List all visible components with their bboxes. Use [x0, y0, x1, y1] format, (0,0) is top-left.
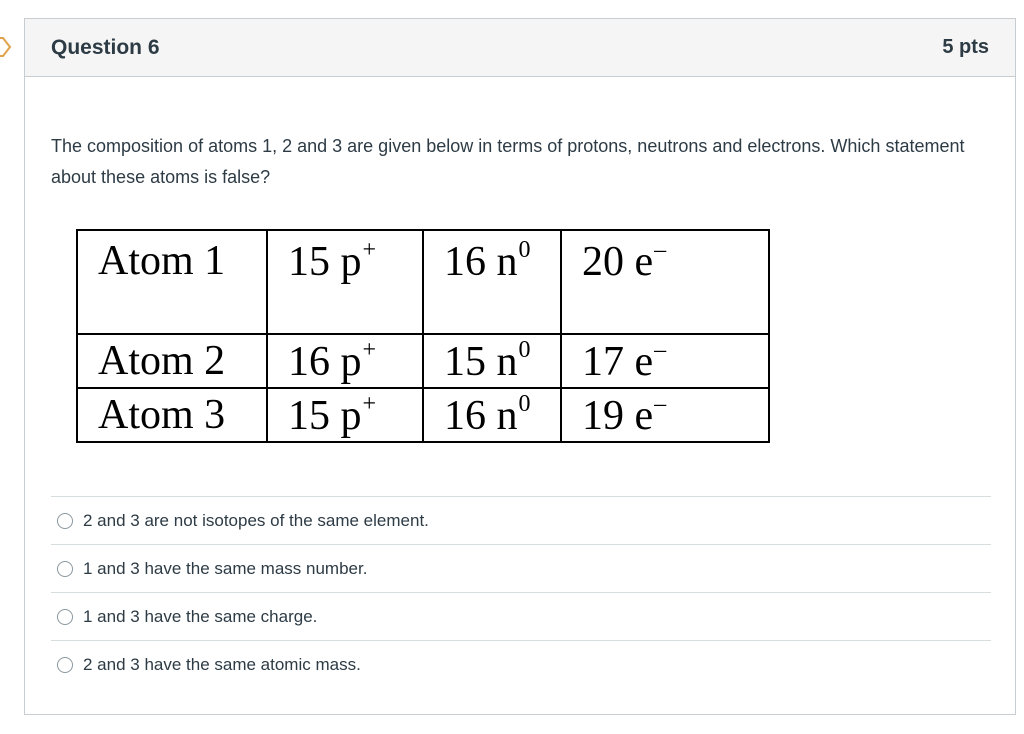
electrons-cell [561, 230, 769, 334]
neutron-charge: 0 [518, 391, 531, 417]
electron-charge: – [654, 237, 667, 263]
radio-button[interactable] [57, 513, 73, 529]
electrons-value: 20 e [582, 239, 654, 285]
proton-charge: + [362, 237, 377, 263]
protons-value: 16 p [288, 339, 362, 385]
protons-value: 15 p [288, 393, 362, 439]
answer-label: 1 and 3 have the same mass number. [83, 558, 368, 578]
neutron-charge: 0 [518, 237, 531, 263]
neutrons-cell [423, 388, 561, 442]
radio-button[interactable] [57, 561, 73, 577]
answer-option[interactable] [51, 496, 991, 544]
table-row [77, 230, 769, 334]
electrons-cell [561, 334, 769, 388]
protons-cell [267, 230, 423, 334]
electron-charge: – [654, 337, 667, 363]
atom-name-cell: Atom 3 [77, 388, 267, 442]
radio-button[interactable] [57, 609, 73, 625]
protons-cell [267, 388, 423, 442]
electrons-cell [561, 388, 769, 442]
question-title: Question 6 [51, 35, 160, 59]
neutrons-value: 16 n [444, 393, 518, 439]
answer-option[interactable] [51, 592, 991, 640]
protons-cell [267, 334, 423, 388]
table-row [77, 388, 769, 442]
answer-label: 2 and 3 are not isotopes of the same element. [83, 510, 429, 530]
answer-option[interactable] [51, 544, 991, 592]
atom-composition-table [76, 229, 770, 443]
proton-charge: + [362, 337, 377, 363]
electrons-value: 19 e [582, 393, 654, 439]
electron-charge: – [654, 391, 667, 417]
neutron-charge: 0 [518, 337, 531, 363]
atom-name-cell: Atom 1 [77, 230, 267, 334]
question-flag-icon[interactable] [0, 36, 12, 58]
proton-charge: + [362, 391, 377, 417]
neutrons-value: 15 n [444, 339, 518, 385]
table-row [77, 334, 769, 388]
question-text: The composition of atoms 1, 2 and 3 are given below in terms of protons, neutrons and electrons. Which statement about these atoms is false? [51, 136, 965, 187]
neutrons-value: 16 n [444, 239, 518, 285]
answer-list [51, 496, 991, 688]
atom-name-cell: Atom 2 [77, 334, 267, 388]
neutrons-cell [423, 334, 561, 388]
protons-value: 15 p [288, 239, 362, 285]
neutrons-cell [423, 230, 561, 334]
question-header [25, 19, 1015, 77]
answer-option[interactable] [51, 640, 991, 688]
answer-label: 2 and 3 have the same atomic mass. [83, 654, 361, 674]
question-body [51, 131, 991, 193]
question-points: 5 pts [942, 36, 989, 58]
answer-label: 1 and 3 have the same charge. [83, 606, 318, 626]
question-card [24, 18, 1016, 715]
radio-button[interactable] [57, 657, 73, 673]
electrons-value: 17 e [582, 339, 654, 385]
